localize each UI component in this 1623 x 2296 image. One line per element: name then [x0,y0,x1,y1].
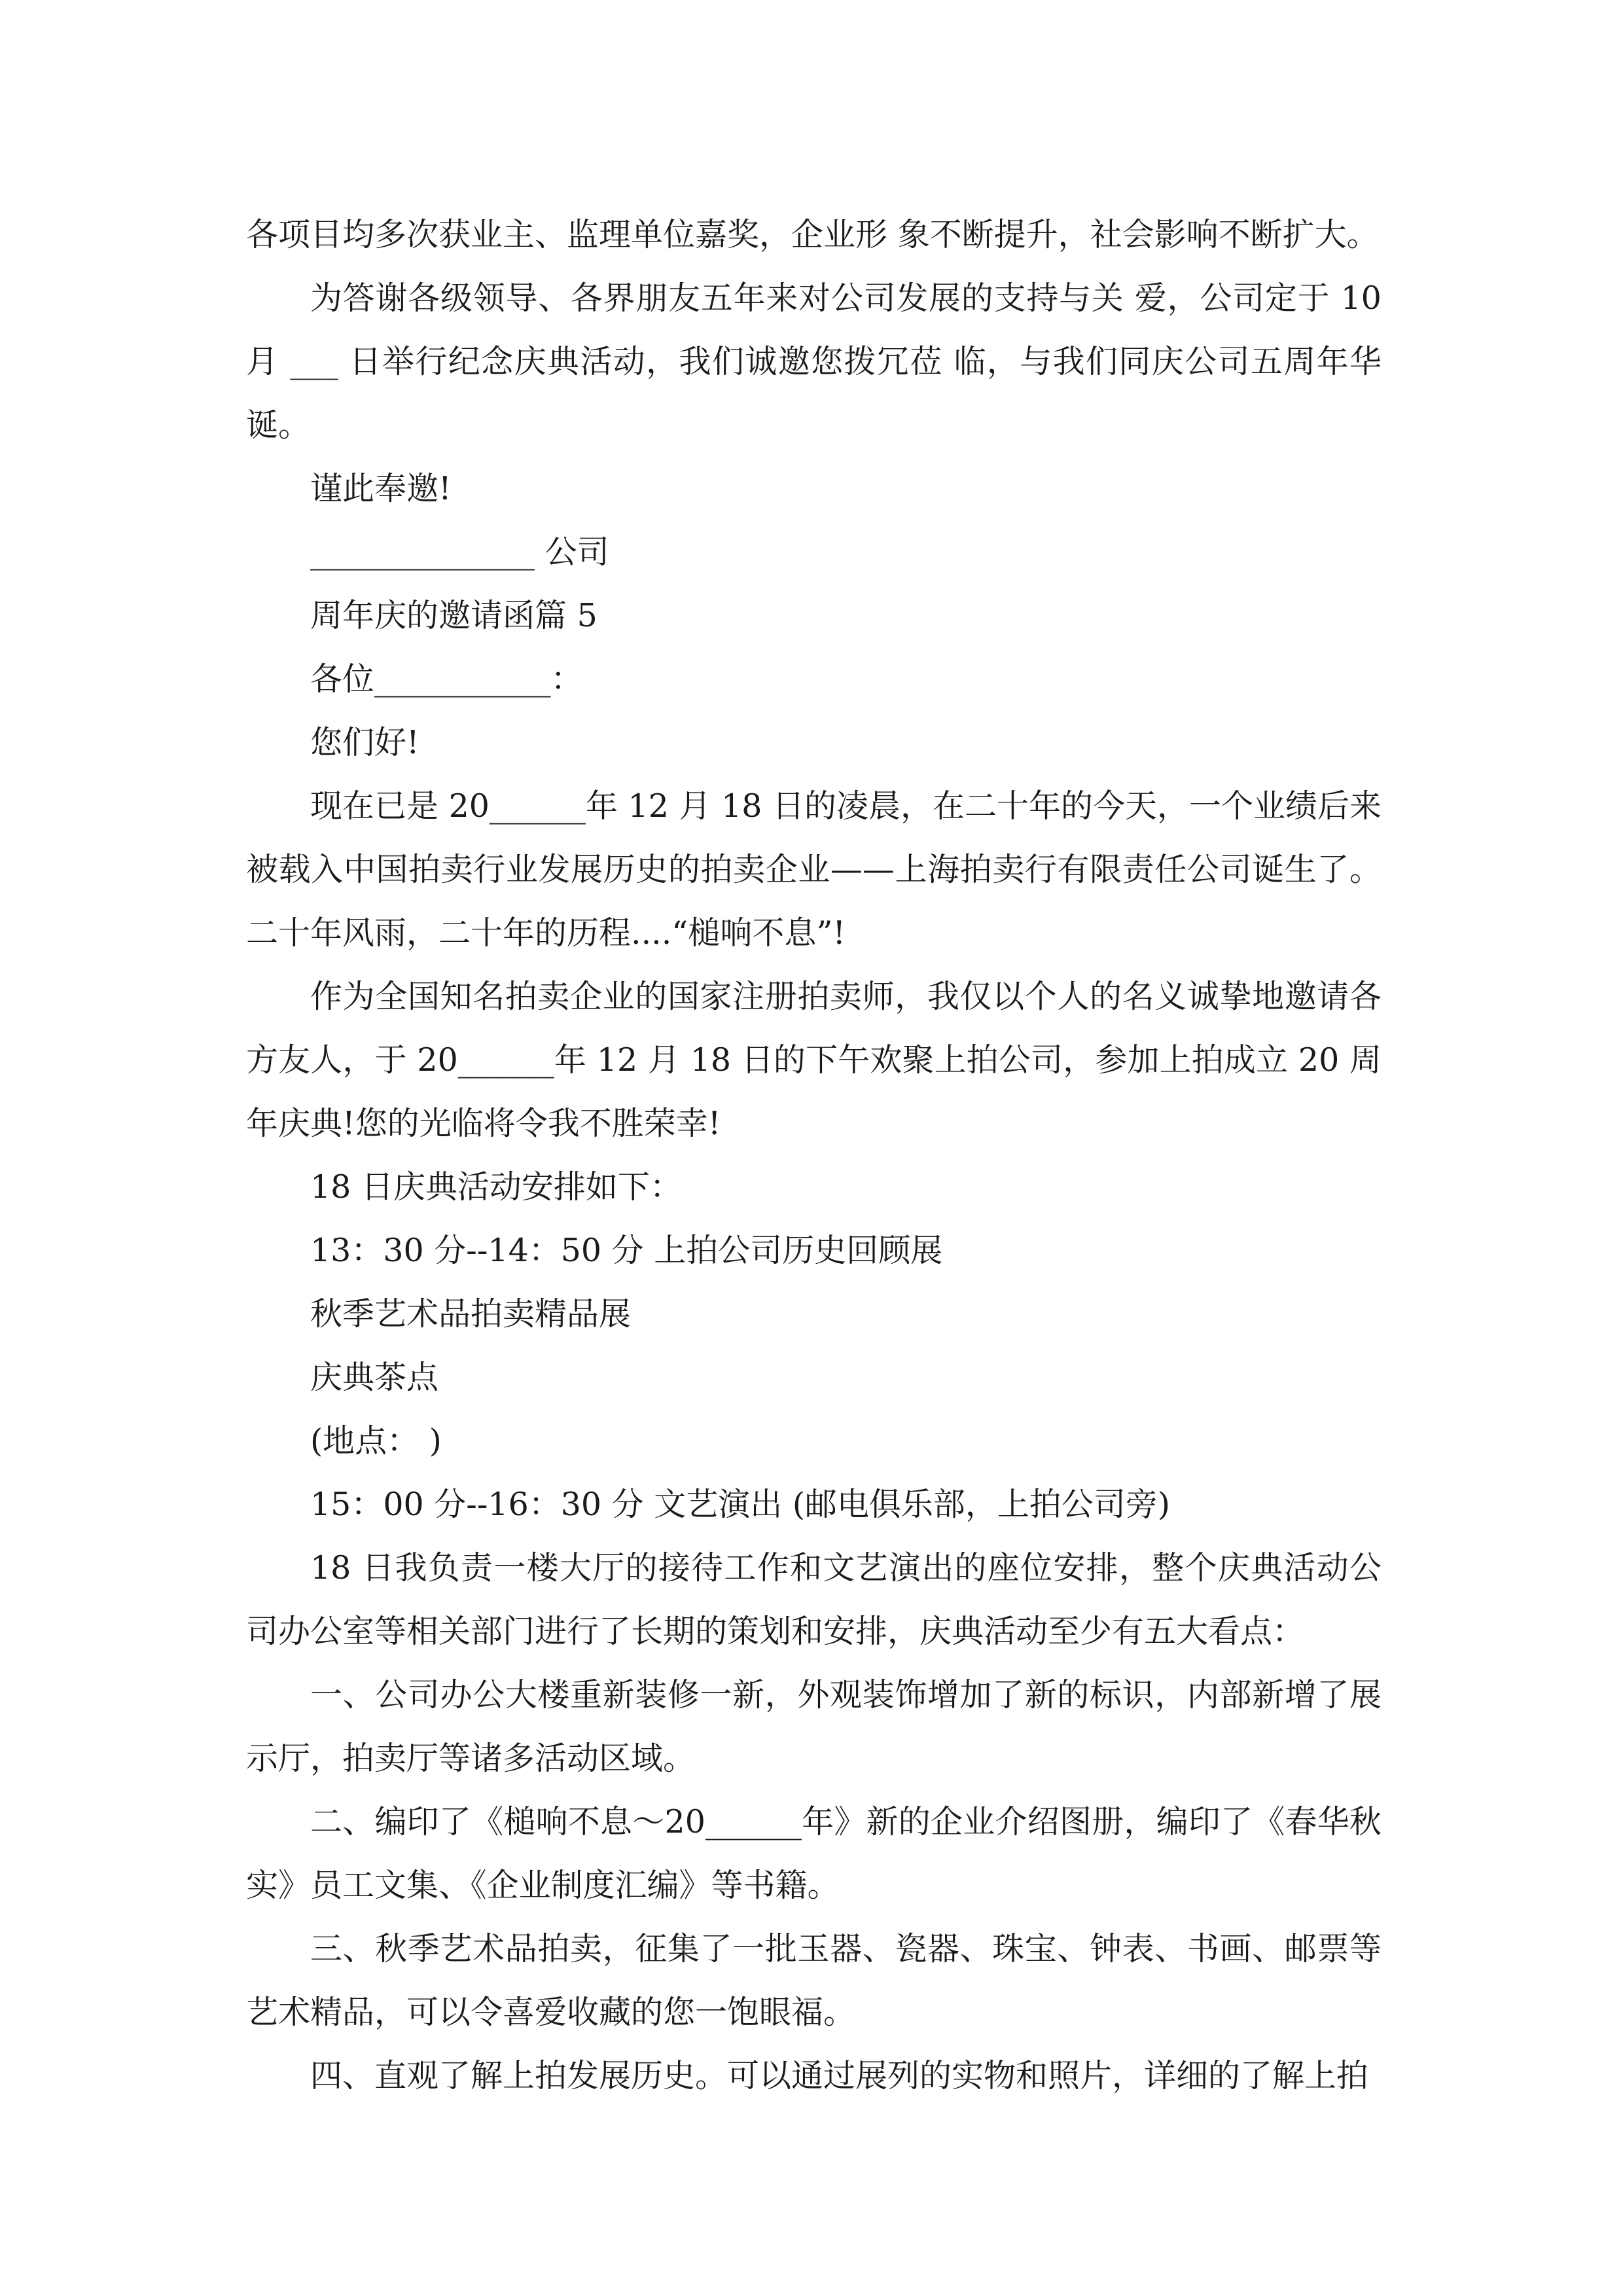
schedule-item-4: 15：00 分--16：30 分 文艺演出 (邮电俱乐部，上拍公司旁) [310,1486,1171,1523]
paragraph-company-signature: ______________ 公司 [310,533,609,571]
paragraph-history-intro: 现在已是 20______年 12 月 18 日的凌晨，在二十年的今天，一个业绩后来被载入中国拍卖行业发展历史的拍卖企业——上海拍卖行有限责任公司诞生了。二十年风雨，二十年的历程....“槌响不息”! [246,787,1382,952]
section-heading: 周年庆的邀请函篇 5 [310,597,597,634]
paragraph-arrangements: 18 日我负责一楼大厅的接待工作和文艺演出的座位安排，整个庆典活动公司办公室等相关部门进行了长期的策划和安排，庆典活动至少有五大看点： [246,1549,1382,1650]
paragraph-salutation: 各位___________： [310,660,583,698]
schedule-item-1: 13：30 分--14：50 分 上拍公司历史回顾展 [310,1232,943,1269]
paragraph-invitation-thanks: 为答谢各级领导、各界朋友五年来对公司发展的支持与关 爱，公司定于 10 月 ___ 日举行纪念庆典活动，我们诚邀您拨冗莅 临，与我们同庆公司五周年华诞。 [246,279,1382,444]
document-body [246,203,1382,2108]
highlight-item-4: 四、直观了解上拍发展历史。可以通过展列的实物和照片，详细的了解上拍 [310,2057,1369,2094]
paragraph-greeting: 您们好! [310,724,419,761]
schedule-item-2: 秋季艺术品拍卖精品展 [310,1295,632,1333]
highlight-item-1: 一、公司办公大楼重新装修一新，外观装饰增加了新的标识，内部新增了展示厅，拍卖厅等诸多活动区域。 [246,1676,1382,1777]
paragraph-invitation: 作为全国知名拍卖企业的国家注册拍卖师，我仅以个人的名义诚挚地邀请各方友人，于 20______年 12 月 18 日的下午欢聚上拍公司，参加上拍成立 20 周年庆典!您的光临将令我不胜荣幸! [246,978,1382,1142]
highlight-item-3: 三、秋季艺术品拍卖，征集了一批玉器、瓷器、珠宝、钟表、书画、邮票等艺术精品，可以令喜爱收藏的您一饱眼福。 [246,1930,1382,2031]
schedule-location: (地点： ) [310,1422,442,1460]
highlight-item-2: 二、编印了《槌响不息～20______年》新的企业介绍图册，编印了《春华秋实》员工文集、《企业制度汇编》等书籍。 [246,1803,1382,1904]
paragraph-award-summary: 各项目均多次获业主、监理单位嘉奖，企业形 象不断提升，社会影响不断扩大。 [246,216,1379,253]
schedule-item-3: 庆典茶点 [310,1359,439,1396]
paragraph-schedule-heading: 18 日庆典活动安排如下： [310,1168,682,1206]
paragraph-closing-respect: 谨此奉邀! [310,470,452,507]
